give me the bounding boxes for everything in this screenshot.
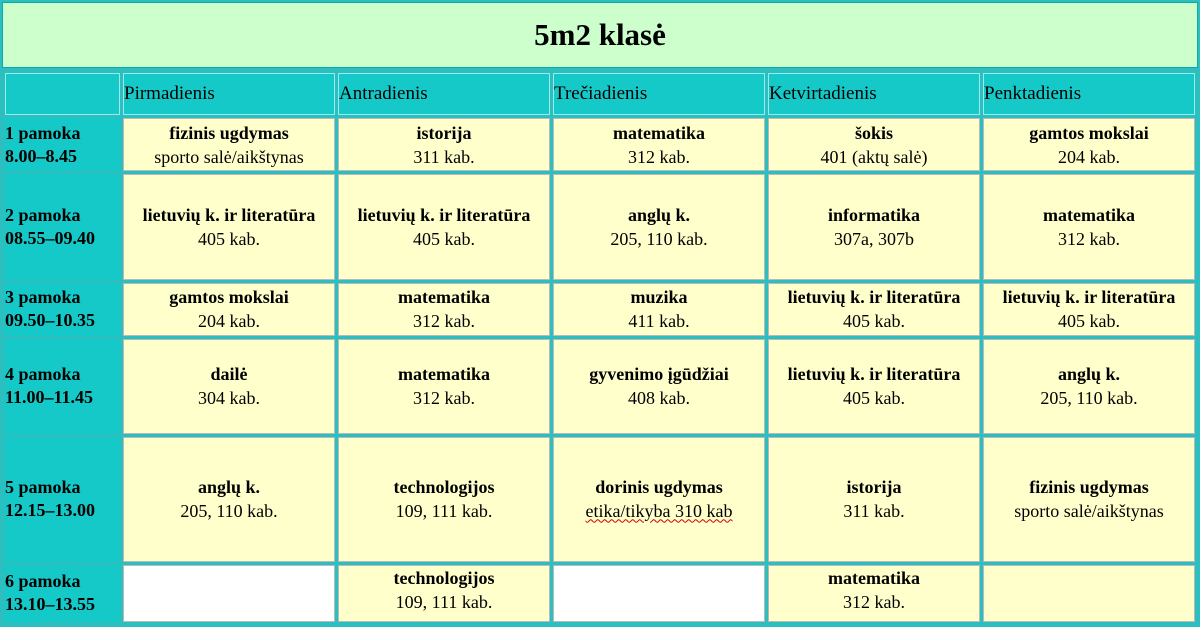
- slot-number: 5 pamoka: [5, 477, 81, 498]
- lesson-room: 408 kab.: [628, 388, 690, 409]
- lesson-room: 307a, 307b: [834, 228, 914, 249]
- slot-time: 12.15–13.00: [5, 500, 95, 521]
- page-title: 5m2 klasė: [2, 2, 1198, 68]
- lesson-cell: [553, 283, 765, 336]
- lesson-room: 312 kab.: [1058, 228, 1120, 249]
- lesson-cell: [123, 283, 335, 336]
- lesson-room: 401 (aktų salė): [820, 146, 928, 167]
- table-row: [5, 283, 1195, 336]
- lesson-cell: [338, 174, 550, 279]
- lesson-subject: lietuvių k. ir literatūra: [142, 204, 316, 225]
- slot-label: [5, 118, 120, 171]
- slot-time: 8.00–8.45: [5, 145, 77, 166]
- lesson-subject: fizinis ugdymas: [1029, 477, 1149, 498]
- lesson-subject: matematika: [398, 287, 490, 308]
- lesson-subject: anglų k.: [1057, 364, 1121, 385]
- lesson-subject: istorija: [846, 477, 902, 498]
- lesson-cell: [768, 339, 980, 434]
- lesson-cell: [338, 437, 550, 562]
- slot-time: 08.55–09.40: [5, 227, 95, 248]
- lesson-room: 311 kab.: [413, 146, 475, 167]
- slot-time: 11.00–11.45: [5, 387, 94, 408]
- lesson-cell-empty: [553, 565, 765, 622]
- day-header-thursday: Ketvirtadienis: [768, 73, 980, 115]
- lesson-room: 405 kab.: [843, 311, 905, 332]
- slot-label: [5, 174, 120, 279]
- lesson-cell: [983, 339, 1195, 434]
- lesson-cell: [338, 565, 550, 622]
- slot-number: 3 pamoka: [5, 287, 81, 308]
- lesson-cell-empty: [983, 565, 1195, 622]
- lesson-subject: fizinis ugdymas: [169, 122, 289, 143]
- lesson-subject: lietuvių k. ir literatūra: [357, 204, 531, 225]
- lesson-cell: [983, 174, 1195, 279]
- lesson-room: 109, 111 kab.: [395, 591, 493, 612]
- lesson-cell: [123, 174, 335, 279]
- slot-number: 6 pamoka: [5, 571, 81, 592]
- lesson-subject: istorija: [416, 122, 472, 143]
- lesson-room: 312 kab.: [413, 311, 475, 332]
- lesson-cell-empty: [123, 565, 335, 622]
- lesson-room: 205, 110 kab.: [610, 228, 708, 249]
- lesson-room: 205, 110 kab.: [180, 501, 278, 522]
- lesson-cell: [553, 339, 765, 434]
- lesson-subject: anglų k.: [197, 477, 261, 498]
- lesson-subject: lietuvių k. ir literatūra: [787, 287, 961, 308]
- lesson-room: 311 kab.: [843, 501, 905, 522]
- lesson-cell: [768, 437, 980, 562]
- lesson-subject: matematika: [613, 122, 705, 143]
- lesson-cell: [123, 118, 335, 171]
- day-header-friday: Penktadienis: [983, 73, 1195, 115]
- lesson-room: 411 kab.: [628, 311, 690, 332]
- lesson-subject: matematika: [1043, 204, 1135, 225]
- lesson-subject: muzika: [630, 287, 688, 308]
- lesson-room: 205, 110 kab.: [1040, 388, 1138, 409]
- lesson-cell: [768, 283, 980, 336]
- lesson-cell: [768, 174, 980, 279]
- day-header-row: [5, 73, 1195, 115]
- table-row: [5, 339, 1195, 434]
- lesson-cell: [553, 118, 765, 171]
- lesson-cell: [983, 437, 1195, 562]
- lesson-subject: gamtos mokslai: [169, 287, 289, 308]
- slot-label: [5, 565, 120, 622]
- lesson-subject: technologijos: [393, 477, 495, 498]
- lesson-cell: [768, 565, 980, 622]
- lesson-cell: [338, 283, 550, 336]
- lesson-room: 204 kab.: [1058, 146, 1120, 167]
- lesson-cell: [553, 437, 765, 562]
- slot-label: [5, 437, 120, 562]
- day-header-monday: Pirmadienis: [123, 73, 335, 115]
- lesson-room: etika/tikyba 310 kab: [585, 501, 733, 522]
- lesson-subject: dailė: [210, 364, 248, 385]
- slot-number: 1 pamoka: [5, 122, 81, 143]
- lesson-room: 312 kab.: [628, 146, 690, 167]
- lesson-room: 204 kab.: [198, 311, 260, 332]
- lesson-subject: dorinis ugdymas: [595, 477, 723, 498]
- lesson-room: sporto salė/aikštynas: [1014, 501, 1164, 522]
- lesson-cell: [123, 437, 335, 562]
- lesson-cell: [768, 118, 980, 171]
- slot-label: [5, 339, 120, 434]
- lesson-subject: šokis: [854, 122, 894, 143]
- lesson-cell: [123, 339, 335, 434]
- slot-time: 09.50–10.35: [5, 310, 95, 331]
- lesson-room: 405 kab.: [843, 388, 905, 409]
- lesson-room: 405 kab.: [1058, 311, 1120, 332]
- lesson-room: sporto salė/aikštynas: [154, 146, 304, 167]
- lesson-subject: lietuvių k. ir literatūra: [787, 364, 961, 385]
- slot-label: [5, 283, 120, 336]
- table-row: [5, 174, 1195, 279]
- lesson-room: 312 kab.: [843, 591, 905, 612]
- lesson-cell: [338, 339, 550, 434]
- slot-number: 4 pamoka: [5, 364, 81, 385]
- timetable: [2, 70, 1198, 625]
- lesson-subject: technologijos: [393, 567, 495, 588]
- lesson-subject: gyvenimo įgūdžiai: [589, 364, 729, 385]
- lesson-room: 109, 111 kab.: [395, 501, 493, 522]
- table-row: [5, 437, 1195, 562]
- table-row: [5, 118, 1195, 171]
- lesson-cell: [983, 118, 1195, 171]
- slot-time: 13.10–13.55: [5, 594, 95, 615]
- lesson-room: 405 kab.: [413, 228, 475, 249]
- day-header-tuesday: Antradienis: [338, 73, 550, 115]
- corner-cell: [5, 73, 120, 115]
- lesson-room: 304 kab.: [198, 388, 260, 409]
- lesson-subject: lietuvių k. ir literatūra: [1002, 287, 1176, 308]
- day-header-wednesday: Trečiadienis: [553, 73, 765, 115]
- lesson-cell: [553, 174, 765, 279]
- lesson-subject: anglų k.: [627, 204, 691, 225]
- lesson-cell: [338, 118, 550, 171]
- lesson-room: 405 kab.: [198, 228, 260, 249]
- lesson-subject: matematika: [828, 567, 920, 588]
- table-row: [5, 565, 1195, 622]
- slot-number: 2 pamoka: [5, 204, 81, 225]
- lesson-subject: matematika: [398, 364, 490, 385]
- lesson-room: 312 kab.: [413, 388, 475, 409]
- lesson-subject: gamtos mokslai: [1029, 122, 1149, 143]
- lesson-subject: informatika: [828, 204, 920, 225]
- lesson-cell: [983, 283, 1195, 336]
